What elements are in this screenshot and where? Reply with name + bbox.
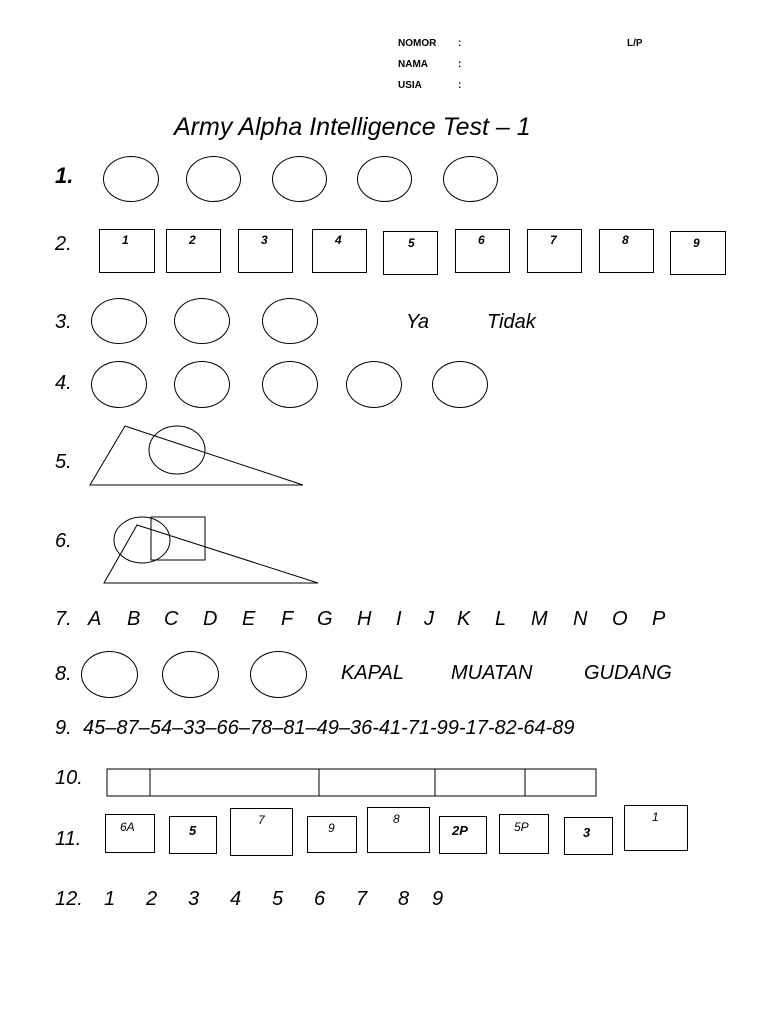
q9-number-sequence: 45–87–54–33–66–78–81–49–36-41-71-99-17-82-64-89 [83,717,575,739]
usia-colon: : [458,80,462,91]
q8-circle-2[interactable] [162,651,219,698]
q11-box-1[interactable] [624,805,688,851]
q8-word-gudang[interactable]: GUDANG [584,662,672,684]
q11-box-label: 5 [189,823,197,838]
q11-box-3[interactable] [564,817,613,855]
q11-box-5p[interactable] [499,814,549,854]
q9-number: 9. [55,717,72,739]
q6-number: 6. [55,530,72,552]
q7-letter[interactable]: M [531,608,548,630]
q11-box-2p[interactable] [439,816,487,854]
q3-option-ya[interactable]: Ya [406,311,429,333]
q11-box-label: 8 [393,812,400,826]
q12-digit[interactable]: 5 [272,888,284,910]
q10-number: 10. [55,767,83,789]
q7-letter[interactable]: H [357,608,372,630]
nomor-label: NOMOR [398,38,437,49]
q7-letter[interactable]: J [424,608,434,630]
q3-number: 3. [55,311,72,333]
nomor-colon: : [458,38,462,49]
q7-letter[interactable]: N [573,608,588,630]
q7-letter[interactable]: O [612,608,628,630]
q7-letter[interactable]: L [495,608,507,630]
q7-letter[interactable]: I [396,608,402,630]
q6-triangle[interactable] [104,525,318,583]
q8-number: 8. [55,663,72,685]
q7-letter[interactable]: A [88,608,102,630]
q11-box-label: 5P [514,820,529,834]
q11-box-7[interactable] [230,808,293,856]
q7-letter[interactable]: K [457,608,471,630]
q2-box-label: 1 [122,233,129,247]
q2-box-label: 3 [261,233,268,247]
nama-colon: : [458,59,462,70]
q11-box-label: 9 [328,821,335,835]
q10-strip[interactable] [107,769,596,796]
q12-digit[interactable]: 9 [432,888,444,910]
q7-letter[interactable]: P [652,608,666,630]
q8-circle-1[interactable] [81,651,138,698]
q11-box-label: 3 [583,825,591,840]
q12-digit[interactable]: 4 [230,888,242,910]
q11-box-8[interactable] [367,807,430,853]
q4-number: 4. [55,372,72,394]
q2-box-label: 7 [550,233,557,247]
q2-box-label: 4 [335,233,342,247]
q11-number: 11. [55,828,82,850]
q11-box-9[interactable] [307,816,357,853]
q11-box-label: 1 [652,810,659,824]
q2-box-label: 6 [478,233,485,247]
q7-letter[interactable]: B [127,608,141,630]
q12-digit[interactable]: 8 [398,888,410,910]
nama-label: NAMA [398,59,428,70]
gender-label: L/P [627,38,643,49]
q1-number: 1. [55,163,74,188]
q11-box-label: 7 [258,813,265,827]
q12-digit[interactable]: 6 [314,888,326,910]
q12-number: 12. [55,888,83,910]
q11-box-6a[interactable] [105,814,155,853]
q5-triangle[interactable] [90,426,303,485]
q7-letter[interactable]: C [164,608,179,630]
q2-box-label: 2 [189,233,196,247]
q7-letter[interactable]: D [203,608,218,630]
q8-word-muatan[interactable]: MUATAN [451,662,533,684]
q7-letter[interactable]: E [242,608,256,630]
q11-box-5[interactable] [169,816,217,854]
q12-digit[interactable]: 2 [146,888,158,910]
q2-box-label: 9 [693,236,700,250]
q2-number: 2. [55,233,72,255]
q7-letter[interactable]: F [281,608,294,630]
q12-digit[interactable]: 7 [356,888,368,910]
q8-word-kapal[interactable]: KAPAL [341,662,404,684]
q12-digit[interactable]: 3 [188,888,200,910]
q2-box-label: 5 [408,236,415,250]
q5-number: 5. [55,451,72,473]
q7-number: 7. [55,608,72,630]
q6-circle[interactable] [114,517,170,563]
q3-option-tidak[interactable]: Tidak [487,311,536,333]
q12-digit[interactable]: 1 [104,888,116,910]
usia-label: USIA [398,80,422,91]
q11-box-label: 6A [120,820,135,834]
page-title: Army Alpha Intelligence Test – 1 [174,113,531,141]
q11-box-label: 2P [452,823,468,838]
q8-circle-3[interactable] [250,651,307,698]
q2-box-label: 8 [622,233,629,247]
q7-letter[interactable]: G [317,608,333,630]
